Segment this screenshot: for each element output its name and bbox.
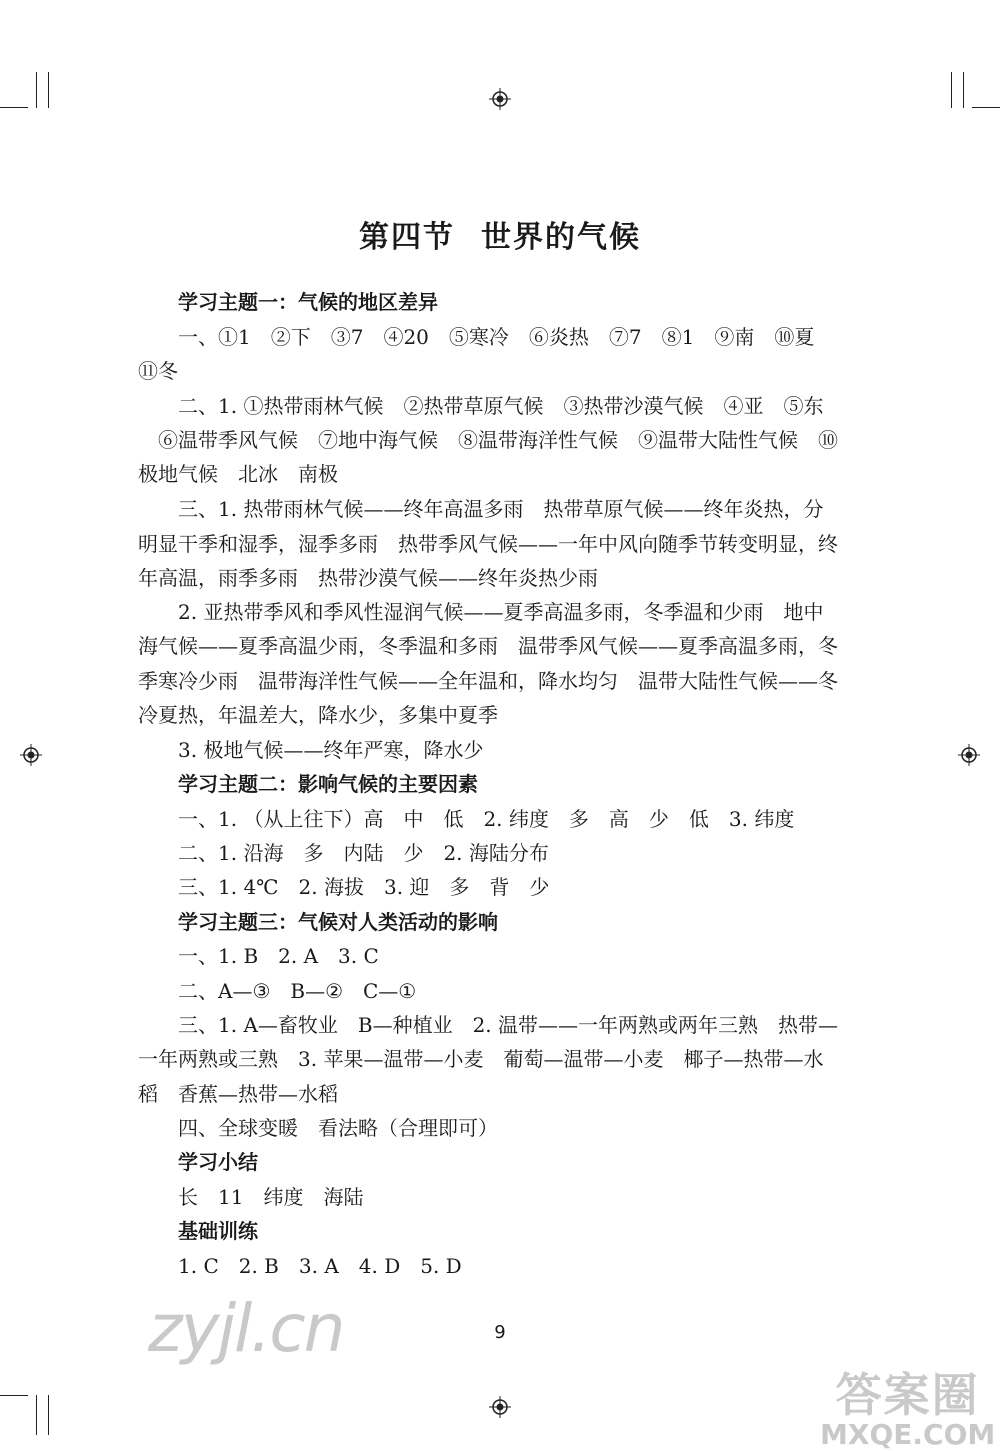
answer-line: 三、1. 热带雨林气候——终年高温多雨 热带草原气候——终年炎热，分 [178, 497, 824, 521]
answer-line: 季寒冷少雨 温带海洋性气候——全年温和，降水均匀 温带大陆性气候——冬 [138, 669, 838, 693]
answer-line: 明显干季和湿季，湿季多雨 热带季风气候——一年中风向随季节转变明显，终 [138, 532, 838, 556]
crop-mark [963, 72, 964, 108]
answer-line: 三、1. 4℃ 2. 海拔 3. 迎 多 背 少 [178, 875, 550, 899]
topic-heading: 学习主题二：影响气候的主要因素 [178, 772, 478, 796]
answer-line: 年高温，雨季多雨 热带沙漠气候——终年炎热少雨 [138, 566, 598, 590]
answer-line: 1. C 2. B 3. A 4. D 5. D [178, 1254, 462, 1278]
crop-mark [48, 1395, 49, 1435]
topic-heading: 学习主题三：气候对人类活动的影响 [178, 910, 498, 934]
section-number: 第四节 [359, 220, 455, 255]
answer-line: 二、1. ①热带雨林气候 ②热带草原气候 ③热带沙漠气候 ④亚 ⑤东 [178, 394, 824, 418]
answer-line: 三、1. A—畜牧业 B—种植业 2. 温带——一年两熟或两年三熟 热带— [178, 1013, 839, 1037]
crop-mark [951, 72, 952, 108]
registration-mark-icon [489, 88, 511, 110]
answer-line: ⑥温带季风气候 ⑦地中海气候 ⑧温带海洋性气候 ⑨温带大陆性气候 ⑩ [158, 428, 838, 452]
watermark-logo-text: 答案圈 [835, 1368, 980, 1422]
crop-mark [48, 72, 49, 108]
answer-line: 2. 亚热带季风和季风性湿润气候——夏季高温多雨，冬季温和少雨 地中 [178, 600, 824, 624]
answer-line: 冷夏热，年温差大，降水少，多集中夏季 [138, 703, 498, 727]
crop-mark [0, 1395, 28, 1396]
answer-line: 长 11 纬度 海陆 [178, 1185, 364, 1209]
page-title [0, 212, 1000, 256]
registration-mark-icon [20, 744, 42, 766]
watermark-right [820, 1370, 995, 1450]
watermark-url: MXQE.COM [820, 1418, 996, 1451]
answer-line: 极地气候 北冰 南极 [138, 462, 338, 486]
crop-mark [972, 107, 1000, 108]
topic-heading: 学习主题一：气候的地区差异 [178, 290, 438, 314]
answer-line: 一年两熟或三熟 3. 苹果—温带—小麦 葡萄—温带—小麦 椰子—热带—水 [138, 1047, 824, 1071]
answer-line: 二、A—③ B—② C—① [178, 979, 417, 1003]
answer-line: 一、1. （从上往下）高 中 低 2. 纬度 多 高 少 低 3. 纬度 [178, 807, 795, 831]
registration-mark-icon [489, 1396, 511, 1418]
answer-line: 稻 香蕉—热带—水稻 [138, 1082, 338, 1106]
answer-line: 一、①1 ②下 ③7 ④20 ⑤寒冷 ⑥炎热 ⑦7 ⑧1 ⑨南 ⑩夏 [178, 325, 815, 349]
answer-line: 海气候——夏季高温少雨，冬季温和多雨 温带季风气候——夏季高温多雨，冬 [138, 634, 838, 658]
watermark-left: zyjl.cn [148, 1290, 344, 1367]
answer-line: 二、1. 沿海 多 内陆 少 2. 海陆分布 [178, 841, 549, 865]
practice-heading: 基础训练 [178, 1219, 258, 1243]
answer-line: 一、1. B 2. A 3. C [178, 944, 379, 968]
summary-heading: 学习小结 [178, 1150, 258, 1174]
crop-mark [0, 107, 28, 108]
crop-mark [36, 72, 37, 108]
section-name: 世界的气候 [481, 220, 641, 255]
answer-line: ⑪冬 [138, 359, 178, 383]
page-number: 9 [494, 1322, 506, 1343]
answer-line: 3. 极地气候——终年严寒，降水少 [178, 738, 484, 762]
registration-mark-icon [958, 744, 980, 766]
answer-line: 四、全球变暖 看法略（合理即可） [178, 1116, 498, 1140]
crop-mark [36, 1395, 37, 1435]
